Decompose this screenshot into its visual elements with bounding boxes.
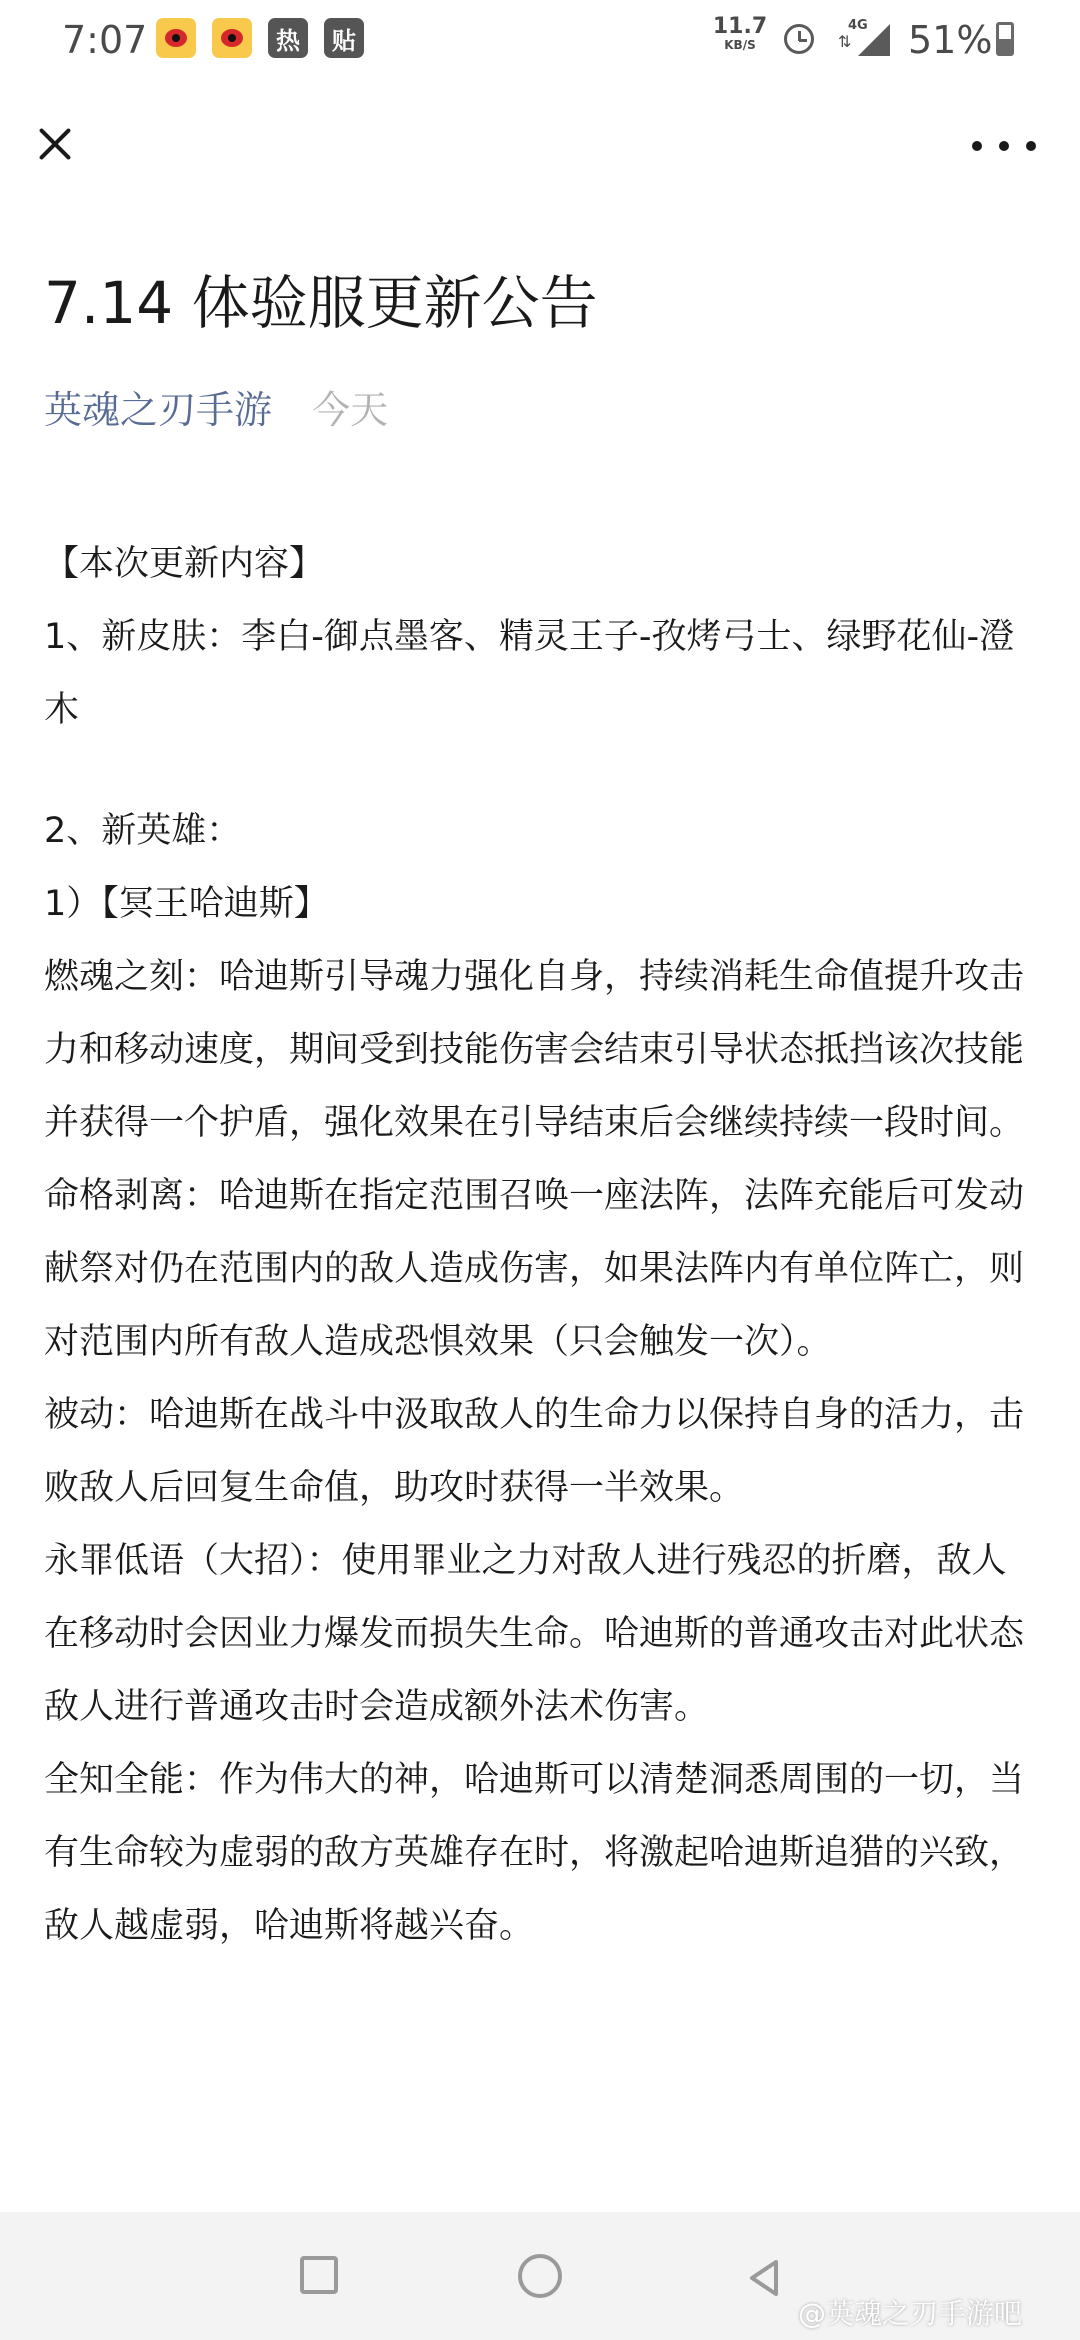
weibo-icon [212,18,252,58]
alarm-icon [784,24,814,54]
paragraph: 1、新皮肤：李白-御点墨客、精灵王子-孜烤弓士、绿野花仙-澄木 [44,617,1015,730]
paragraph: 【本次更新内容】 [44,544,325,584]
paragraph: 2、新英雄： [44,811,242,851]
weibo-icon [156,18,196,58]
watermark: @英魂之刃手游吧 [798,2297,1023,2330]
paragraph: 1）【冥王哈迪斯】 [44,884,329,924]
home-icon[interactable] [518,2254,562,2298]
network-speed-unit: KB/S [724,38,756,52]
network-speed-value: 11.7 [712,14,768,39]
paragraph: 燃魂之刻：哈迪斯引导魂力强化自身，持续消耗生命值提升攻击力和移动速度，期间受到技能伤害会结束引导状态抵挡该次技能并获得一个护盾，强化效果在引导结束后会继续持续一段时间。 [44,957,1025,1143]
article-meta [44,380,388,440]
network-speed [712,16,768,52]
data-arrows-icon: ⇅ [838,32,852,51]
battery-percent: 51% [908,18,993,62]
hot-icon: 热 [268,18,308,58]
more-options-icon[interactable] [972,118,1036,174]
paragraph: 永罪低语（大招）：使用罪业之力对敌人进行残忍的折磨，敌人在移动时会因业力爆发而损失生命。哈迪斯的普通攻击对此状态敌人进行普通攻击时会造成额外法术伤害。 [44,1541,1025,1727]
network-type: 4G [848,18,868,33]
status-bar [0,0,1080,80]
paragraph: 命格剥离：哈迪斯在指定范围召唤一座法阵，法阵充能后可发动献祭对仍在范围内的敌人造成伤害，如果法阵内有单位阵亡，则对范围内所有敌人造成恐惧效果（只会触发一次）。 [44,1176,1025,1362]
back-icon[interactable] [742,2256,786,2300]
author-link[interactable]: 英魂之刃手游 [44,388,273,432]
paragraph: 被动：哈迪斯在战斗中汲取敌人的生命力以保持自身的活力，击败敌人后回复生命值，助攻时获得一半效果。 [44,1395,1025,1508]
battery-level [999,39,1011,53]
battery-icon [996,22,1014,56]
close-icon[interactable] [22,112,86,176]
status-time: 7:07 [62,18,148,62]
tieba-icon: 贴 [324,18,364,58]
article-title: 7.14 体验服更新公告 [44,269,598,337]
publish-date: 今天 [312,388,389,432]
signal-strength-icon [858,24,890,56]
article-body [44,528,1038,1963]
signal-icon [838,18,894,58]
paragraph-spacer [44,747,1038,795]
recent-apps-icon[interactable] [300,2256,338,2294]
paragraph: 全知全能：作为伟大的神，哈迪斯可以清楚洞悉周围的一切，当有生命较为虚弱的敌方英雄存在时，将激起哈迪斯追猎的兴致，敌人越虚弱，哈迪斯将越兴奋。 [44,1760,1025,1946]
